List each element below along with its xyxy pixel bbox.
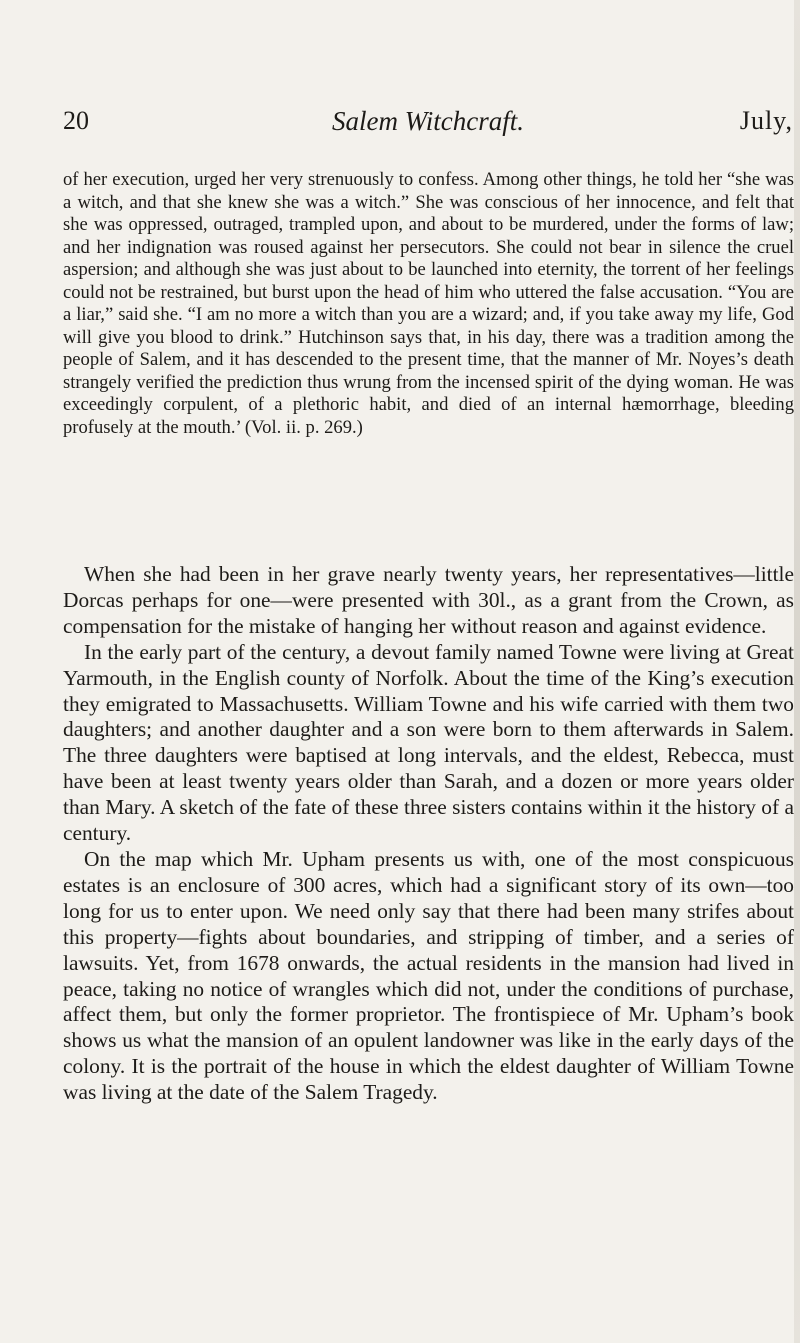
main-text: [63, 562, 794, 1106]
page-edge-shadow: [794, 0, 800, 1343]
running-date: July,: [739, 106, 793, 135]
running-title: Salem Witchcraft.: [332, 106, 524, 136]
paragraph-representatives: When she had been in her grave nearly twenty years, her representatives—little Dorcas perhaps for one—were presented with 30l., as a grant from the Crown, as compensation for the mistake of hanging her without reason and against evidence.: [63, 562, 794, 638]
page-number: 20: [63, 106, 89, 135]
running-header: [63, 106, 793, 146]
quote-paragraph: of her execution, urged her very strenuously to confess. Among other things, he told her “she was a witch, and that she knew she was a witch.” She was conscious of her innocence, and felt that she was oppressed, outraged, trampled upon, and about to be murdered, under the forms of law; and her indignation was roused against her persecutors. She could not bear in silence the cruel aspersion; and although she was just about to be launched into eternity, the torrent of her feelings could not be restrained, but burst upon the head of him who uttered the false accusation. “You are a liar,” said she. “I am no more a witch than you are a wizard; and, if you take away my life, God will give you blood to drink.” Hutchinson says that, in his day, there was a tradition among the people of Salem, and it has descended to the present time, that the manner of Mr. Noyes’s death strangely verified the prediction thus wrung from the incensed spirit of the dying woman. He was exceedingly corpulent, of a plethoric habit, and died of an internal hæmorrhage, bleeding profusely at the mouth.’ (Vol. ii. p. 269.): [63, 169, 794, 438]
quoted-passage: [63, 169, 794, 439]
paragraph-upham-map: On the map which Mr. Upham presents us with, one of the most conspicuous estates is an enclosure of 300 acres, which had a significant story of its own—too long for us to enter upon. We need only say that there had been many strifes about this property—fights about boundaries, and stripping of timber, and a series of lawsuits. Yet, from 1678 onwards, the actual residents in the mansion had lived in peace, taking no notice of wrangles which did not, under the conditions of purchase, affect them, but only the former proprietor. The frontispiece of Mr. Upham’s book shows us what the mansion of an opulent landowner was like in the early days of the colony. It is the portrait of the house in which the eldest daughter of William Towne was living at the date of the Salem Tragedy.: [63, 846, 794, 1105]
paragraph-towne-family: In the early part of the century, a devout family named Towne were living at Great Yarmouth, in the English county of Norfolk. About the time of the King’s execution they emigrated to Massachusetts. William Towne and his wife carried with them two daughters; and another daughter and a son were born to them afterwards in Salem. The three daughters were baptised at long intervals, and the eldest, Rebecca, must have been at least twenty years older than Sarah, and a dozen or more years older than Mary. A sketch of the fate of these three sisters contains within it the history of a century.: [63, 639, 794, 846]
